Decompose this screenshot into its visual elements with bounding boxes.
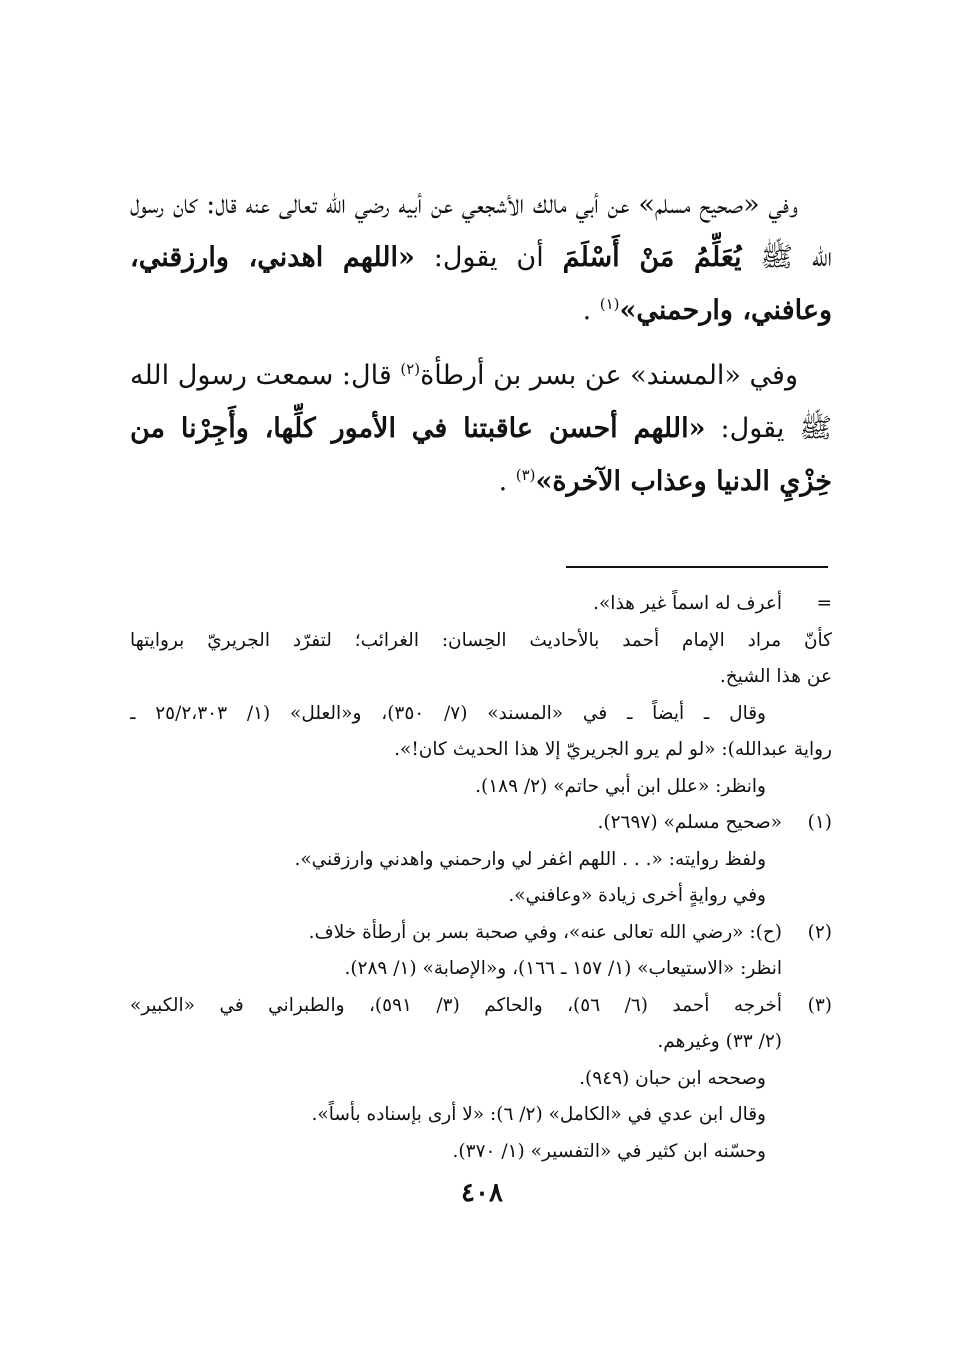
footnote-continuation-line: وقال ـ أيضاً ـ في «المسند» (٧/ ٣٥٠)، و«العلل» (١/ ٢٥/٢،٣٠٣ ـ [130, 702, 766, 724]
paragraph-musnad [130, 349, 832, 508]
footnote-3-line: وقال ابن عدي في «الكامل» (٢/ ٦): «لا أرى بإسناده بأساً». [311, 1104, 766, 1125]
footnote-2: (٢)(ح): «رضي الله تعالى عنه»، وفي صحبة بسر بن أرطأة خلاف. [130, 915, 832, 952]
p2-text-d: . [498, 466, 516, 497]
footnote-2-line: انظر: «الاستيعاب» (١/ ١٥٧ ـ ١٦٦)، و«الإصابة» (١/ ٢٨٩). [344, 958, 782, 979]
footnote-1-number: (١) [807, 812, 832, 833]
footnote-ref-3: (٣) [515, 466, 536, 484]
paragraph-muslim [130, 178, 832, 337]
footnote-separator [566, 566, 828, 568]
p2-text-b: قال: سمعت رسول الله ﷺ يقول: [130, 360, 832, 444]
footnote-ref-2: (٢) [400, 360, 421, 378]
footnote-3-line: وصححه ابن حبان (٩٤٩). [579, 1067, 766, 1089]
p1-dua: «اللهم اهدني، وارزقني، وعافني، وارحمني» [130, 242, 832, 326]
footnote-3-line: وحسّنه ابن كثير في «التفسير» (١/ ٣٧٠). [452, 1140, 766, 1162]
footnote-continuation-line: رواية عبدالله): «لو لم يرو الجريريّ إلا هذا الحديث كان!». [394, 739, 832, 760]
p1-text-e: . [582, 295, 600, 326]
footnote-ref-1: (١) [599, 295, 620, 313]
footnotes [130, 586, 832, 1170]
main-text [130, 178, 832, 520]
footnote-continuation-line: كأنّ مراد الإمام أحمد بالأحاديث الحِسان: الغرائب؛ لتفرّد الجريريّ بروايتها [130, 629, 832, 651]
footnote-3-number: (٣) [807, 994, 832, 1016]
footnote-1-line: ولفظ روايته: «. . . اللهم اغفر لي وارحمني واهدني وارزقني». [294, 848, 766, 870]
footnote-continuation-line: =أعرف له اسماً غير هذا». [130, 586, 832, 623]
footnote-3: (٣)أخرجه أحمد (٦/ ٥٦)، والحاكم (٣/ ٥٩١)، والطبراني في «الكبير» [130, 988, 832, 1025]
p2-text-a: وفي «المسند» عن بسر بن أرطأة [420, 360, 798, 391]
p1-text-c: أن يقول: [414, 242, 563, 273]
footnote-3-line: (٢/ ٣٣) وغيرهم. [657, 1031, 782, 1052]
footnote-2-number: (٢) [807, 921, 832, 943]
footnote-1-line: وفي روايةٍ أخرى زيادة «وعافني». [508, 885, 766, 906]
p1-text-bold-a: يُعَلِّمُ مَنْ أَسْلَمَ [562, 242, 742, 273]
footnote-continuation-line: وانظر: «علل ابن أبي حاتم» (٢/ ١٨٩). [475, 775, 766, 797]
p2-dua: «اللهم أحسن عاقبتنا في الأمور كلِّها، وأَجِرْنا من خِزْيِ الدنيا وعذاب الآخرة» [130, 413, 832, 497]
footnote-continuation-line: عن هذا الشيخ. [719, 666, 832, 687]
continuation-mark: = [816, 593, 832, 614]
p1-text-a: وفي «صحيح مسلم» عن أبي مالك الأشجعي عن أبيه رضي الله تعالى عنه قال: كان رسول الله ﷺ [130, 189, 832, 273]
page-number: ٤٠٨ [461, 1178, 503, 1208]
footnote-1: (١)«صحيح مسلم» (٢٦٩٧). [130, 805, 832, 842]
